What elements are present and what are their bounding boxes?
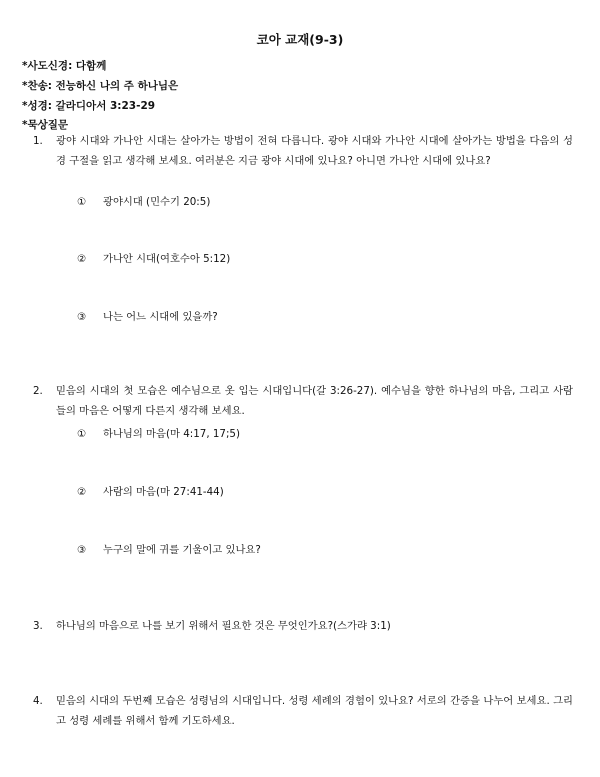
sub-marker: ① [77,196,87,208]
question-1 [33,131,573,171]
header-hymn: *찬송: 전능하신 나의 주 하나님은 [22,80,179,92]
sub-text: 가나안 시대(여호수아 5:12) [103,253,231,265]
question-text: 믿음의 시대의 첫 모습은 예수님으로 옷 입는 시대입니다(갈 3:26-27). 예수님을 향한 하나님의 마음, 그리고 사람들의 마음은 어떻게 다른지 생각해 보세요. [56,385,573,417]
header-scripture: *성경: 갈라디아서 3:23-29 [22,100,156,112]
question-text: 하나님의 마음으로 나를 보기 위해서 필요한 것은 무엇인가요?(스가랴 3:1) [56,620,391,632]
sub-marker: ① [77,428,87,440]
sub-marker: ② [77,486,87,498]
question-number: 2. [33,385,43,397]
page-title: 코아 교재(9-3) [256,32,344,47]
question-2 [33,381,573,421]
sub-text: 사람의 마음(마 27:41-44) [103,486,224,498]
sub-text: 하나님의 마음(마 4:17, 17;5) [103,428,240,440]
question-number: 4. [33,695,43,707]
question-2-sub-3 [77,541,261,556]
question-1-sub-2 [77,250,230,265]
question-4 [33,691,573,731]
sub-text: 나는 어느 시대에 있을까? [103,311,218,323]
question-text: 믿음의 시대의 두번째 모습은 성령님의 시대입니다. 성령 세례의 경험이 있나요? 서로의 간증을 나누어 보세요. 그리고 성령 세례를 위해서 함께 기도하세요. [56,695,573,727]
question-1-sub-1 [77,193,210,208]
sub-text: 누구의 말에 귀를 기울이고 있나요? [103,544,261,556]
question-2-sub-2 [77,483,224,498]
header-apostles-creed: *사도신경: 다함께 [22,60,107,72]
question-text: 광야 시대와 가나안 시대는 살아가는 방법이 전혀 다릅니다. 광야 시대와 가나안 시대에 살아가는 방법을 다음의 성경 구절을 읽고 생각해 보세요. 여러분은 지금 광야 시대에 있나요? 아니면 가나안 시대에 있나요? [56,135,573,167]
question-2-sub-1 [77,425,240,440]
sub-marker: ③ [77,311,87,323]
question-number: 1. [33,135,43,147]
sub-marker: ③ [77,544,87,556]
question-1-sub-3 [77,308,218,323]
header-meditation-questions: *묵상질문 [22,119,69,131]
question-3 [33,616,573,636]
sub-text: 광야시대 (민수기 20:5) [103,196,211,208]
sub-marker: ② [77,253,87,265]
question-number: 3. [33,620,43,632]
